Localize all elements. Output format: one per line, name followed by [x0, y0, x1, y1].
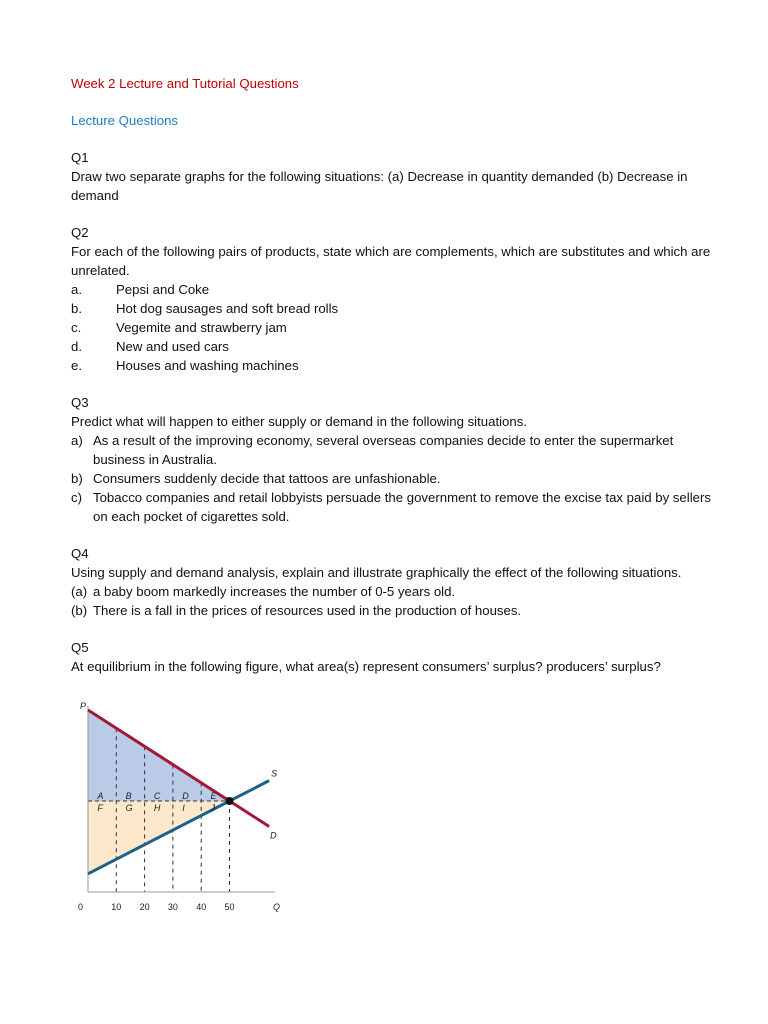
- equilibrium-point: [226, 797, 234, 805]
- producer-area-label: I: [182, 803, 185, 813]
- x-axis-label: Q: [273, 902, 281, 912]
- list-item: [71, 299, 711, 318]
- q4-label: Q4: [71, 546, 89, 561]
- list-item: [71, 337, 711, 356]
- list-item-text: As a result of the improving economy, several overseas companies decide to enter the supermarket business in Australia.: [93, 433, 674, 467]
- consumer-area-label: E: [210, 791, 217, 801]
- list-item-label: a): [71, 433, 83, 448]
- x-tick-label: 50: [224, 902, 235, 912]
- x-tick-label: 0: [78, 902, 84, 912]
- list-item-label: b): [71, 471, 83, 486]
- list-item: [71, 601, 711, 620]
- x-tick-label: 40: [196, 902, 207, 912]
- q5-label: Q5: [71, 640, 89, 655]
- supply-label: S: [271, 768, 278, 779]
- list-item: [71, 431, 711, 469]
- list-item-text: Vegemite and strawberry jam: [116, 320, 287, 335]
- surplus-chart: [70, 700, 290, 920]
- list-item-text: Houses and washing machines: [116, 358, 299, 373]
- list-item-text: There is a fall in the prices of resources used in the production of houses.: [93, 603, 522, 618]
- list-item: [71, 582, 711, 601]
- list-item-label: c.: [71, 320, 82, 335]
- y-axis-label: P: [80, 701, 87, 711]
- q1-label: Q1: [71, 150, 89, 165]
- list-item-label: d.: [71, 339, 82, 354]
- list-item-text: Tobacco companies and retail lobbyists persuade the government to remove the excise tax paid by sellers on each pocket of cigarettes sold.: [93, 490, 711, 524]
- section-title: Lecture Questions: [71, 113, 179, 128]
- producer-area-label: G: [125, 803, 133, 813]
- producer-area-label: J: [210, 803, 216, 813]
- q5-text: At equilibrium in the following figure, what area(s) represent consumers’ surplus? producers’ surplus?: [71, 659, 661, 674]
- list-item-text: Pepsi and Coke: [116, 282, 210, 297]
- q2-text: For each of the following pairs of products, state which are complements, which are substitutes and which are unrelated.: [71, 244, 711, 278]
- list-item-label: c): [71, 490, 82, 505]
- list-item-label: (b): [71, 603, 88, 618]
- list-item-label: e.: [71, 358, 82, 373]
- list-item-label: b.: [71, 301, 82, 316]
- q1-text: Draw two separate graphs for the following situations: (a) Decrease in quantity demanded (b) Decrease in demand: [71, 169, 688, 203]
- producer-area-label: F: [97, 803, 103, 813]
- list-item-text: Consumers suddenly decide that tattoos are unfashionable.: [93, 471, 441, 486]
- list-item: [71, 280, 711, 299]
- consumer-area-label: D: [182, 791, 189, 801]
- x-tick-label: 20: [139, 902, 150, 912]
- page-title: Week 2 Lecture and Tutorial Questions: [71, 76, 299, 91]
- list-item: [71, 318, 711, 337]
- demand-label: D: [270, 830, 277, 841]
- list-item-text: Hot dog sausages and soft bread rolls: [116, 301, 339, 316]
- x-tick-label: 10: [111, 902, 122, 912]
- list-item: [71, 488, 711, 526]
- x-tick-label: 30: [167, 902, 178, 912]
- producer-area-label: H: [153, 803, 161, 813]
- list-item-text: New and used cars: [116, 339, 229, 354]
- list-item: [71, 356, 711, 375]
- consumer-area-label: B: [125, 791, 132, 801]
- list-item: [71, 469, 711, 488]
- list-item-label: (a): [71, 584, 88, 599]
- list-item-label: a.: [71, 282, 82, 297]
- list-item-text: a baby boom markedly increases the number of 0-5 years old.: [93, 584, 456, 599]
- consumer-area-label: A: [97, 791, 104, 801]
- q2-label: Q2: [71, 225, 89, 240]
- q3-text: Predict what will happen to either supply or demand in the following situations.: [71, 414, 527, 429]
- q4-text: Using supply and demand analysis, explain and illustrate graphically the effect of the following situations.: [71, 565, 682, 580]
- q3-label: Q3: [71, 395, 89, 410]
- document-page: [71, 74, 711, 676]
- consumer-area-label: C: [153, 791, 161, 801]
